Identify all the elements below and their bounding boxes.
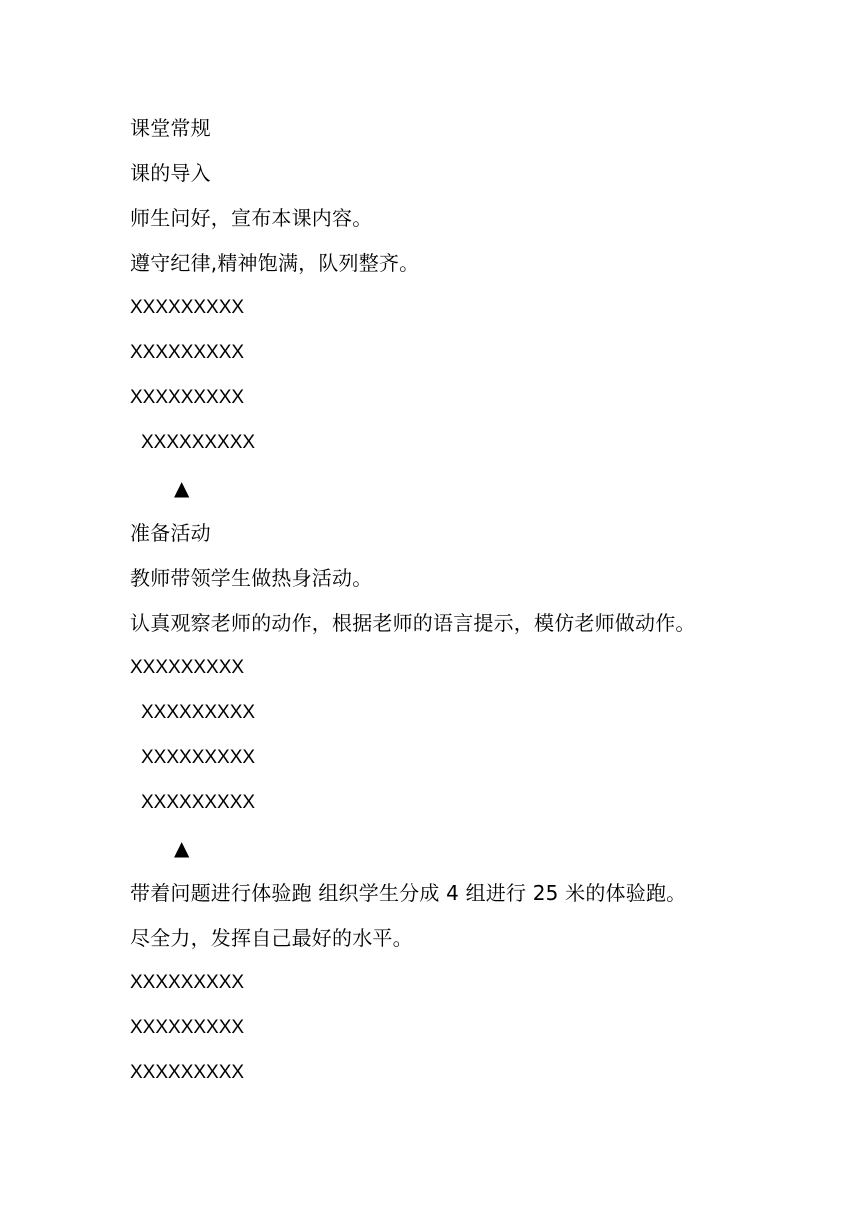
formation-row: XXXXXXXXX: [130, 387, 245, 408]
formation-row: XXXXXXXXX: [141, 432, 256, 453]
formation-row: XXXXXXXXX: [141, 702, 256, 723]
formation-row: XXXXXXXXX: [141, 747, 256, 768]
formation-row: XXXXXXXXX: [130, 657, 245, 678]
paragraph-line: 遵守纪律,精神饱满，队列整齐。: [130, 251, 420, 275]
paragraph-line: 师生问好，宣布本课内容。: [130, 206, 373, 230]
formation-row: XXXXXXXXX: [130, 1062, 245, 1083]
section-heading-classroom-routine: 课堂常规: [130, 116, 211, 140]
teacher-position-marker: ▲: [174, 476, 190, 500]
paragraph-line: 带着问题进行体验跑 组织学生分成 4 组进行 25 米的体验跑。: [130, 881, 687, 905]
section-heading-warm-up: 准备活动: [130, 521, 211, 545]
paragraph-line: 认真观察老师的动作，根据老师的语言提示，模仿老师做动作。: [130, 611, 696, 635]
formation-row: XXXXXXXXX: [141, 792, 256, 813]
formation-row: XXXXXXXXX: [130, 297, 245, 318]
section-heading-lesson-intro: 课的导入: [130, 161, 211, 185]
paragraph-line: 尽全力，发挥自己最好的水平。: [130, 926, 413, 950]
teacher-position-marker: ▲: [174, 836, 190, 860]
formation-row: XXXXXXXXX: [130, 342, 245, 363]
document-body: [130, 110, 810, 1100]
paragraph-line: 教师带领学生做热身活动。: [130, 566, 373, 590]
formation-row: XXXXXXXXX: [130, 972, 245, 993]
formation-row: XXXXXXXXX: [130, 1017, 245, 1038]
